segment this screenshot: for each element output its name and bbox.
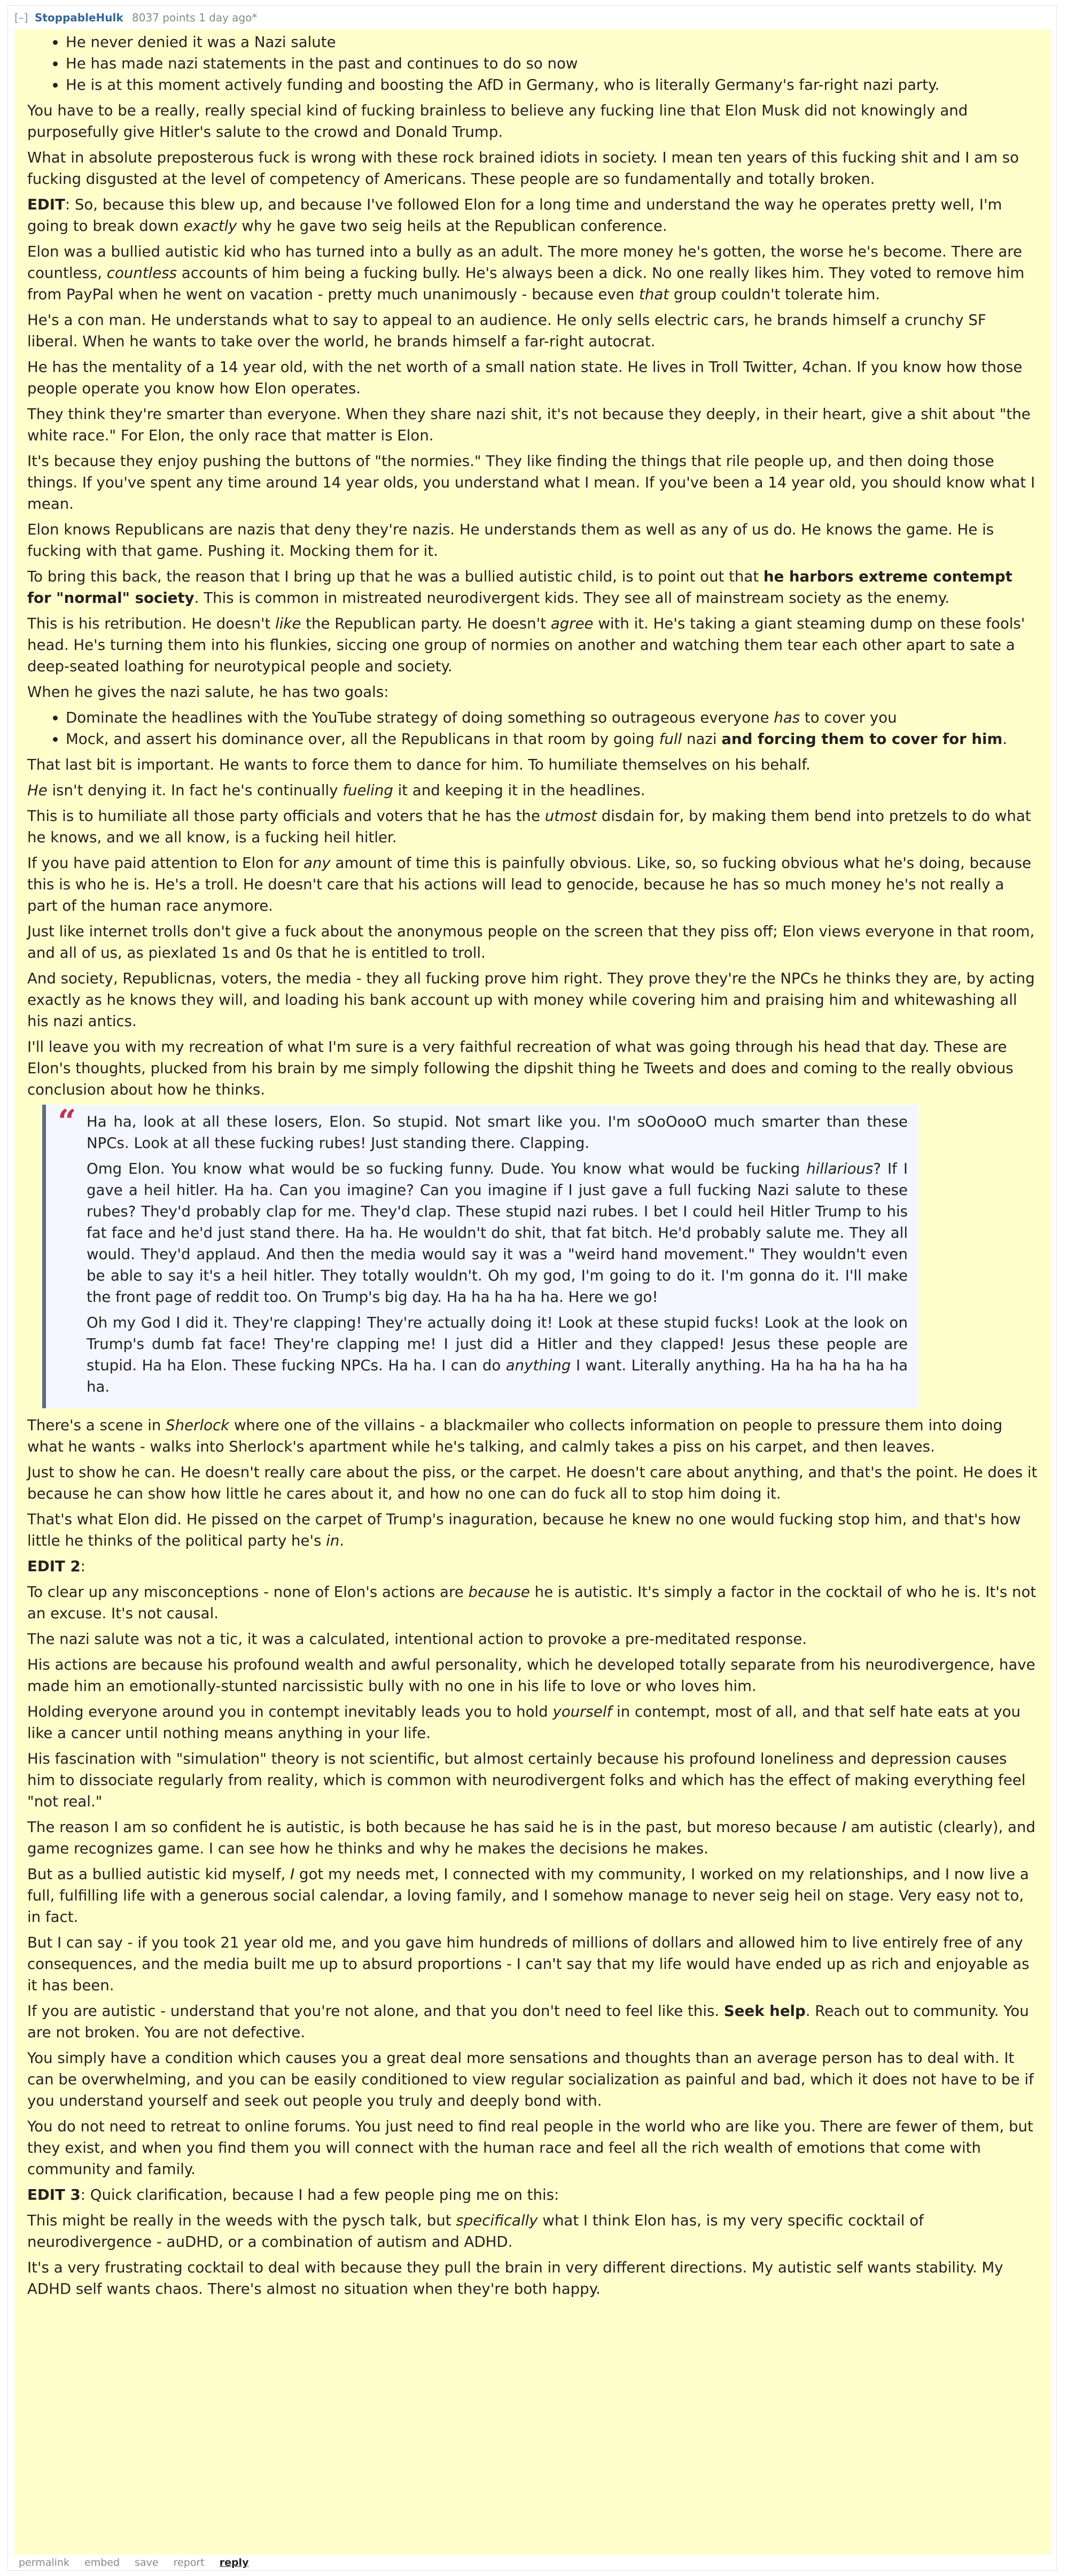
bold-text: and forcing them to cover for him: [721, 730, 1003, 748]
text: where one of the villains - a blackmailer who collects information on people to pressure them into doing what he wants - walks into Sherlock's apartment while he's talking, and calmly takes a piss on his carpet, and then leaves.: [27, 1416, 1003, 1455]
paragraph: His fascination with "simulation" theory is not scientific, but almost certainly because his profound loneliness and depression causes him to dissociate regularly from reality, which is common with neurodivergent folks and which has the effect of making everything feel "not real.": [27, 1750, 1026, 1810]
paragraph: [27, 1817, 1038, 1859]
paragraph: Just like internet trolls don't give a fuck about the anonymous people on the screen that they piss off; Elon views everyone in that room, and all of us, as piexlated 1s and 0s that he is entitled to troll.: [27, 922, 1035, 961]
emphasis: full: [659, 730, 682, 748]
paragraph: And society, Republicnas, voters, the media - they all fucking prove him right. They prove they're the NPCs he thinks they are, by acting exactly as he knows they will, and loading his bank account up with money while covering him and praising him and whitewashing all his nazi antics.: [27, 969, 1035, 1030]
text: why he gave two seig heils at the Republican conference.: [237, 217, 667, 235]
comment: [7, 5, 1057, 2571]
quote-paragraph: [87, 1158, 908, 1308]
paragraph: [27, 852, 1038, 917]
paragraph: I'll leave you with my recreation of what I'm sure is a very faithful recreation of what was going through his head that day. These are Elon's thoughts, plucked from his brain by me simply following the dipshit thing he Tweets and does and coming to the really obvious conclusion about how he thinks.: [27, 1038, 1014, 1098]
paragraph: What in absolute preposterous fuck is wrong with these rock brained idiots in society. I mean ten years of this fucking shit and I am so fucking disgusted at the level of competency of Americans. These people are so fundamentally and totally broken.: [27, 149, 1019, 188]
reason-list: [27, 32, 1038, 96]
text: Elon was a bullied autistic kid who has turned into a bully as an adult. The more money he's gotten, the worse he's become. There are countless,: [27, 243, 1022, 282]
text: This is his retribution. He doesn't: [27, 615, 276, 632]
text: : So, because this blew up, and because I've followed Elon for a long time and understand the way he operates pretty well, I'm going to break down: [27, 196, 1002, 235]
text: That's what Elon did. He pissed on the carpet of Trump's inaguration, because he knew no one would fucking stop him, and that's how little he thinks of the political party he's: [27, 1510, 1021, 1549]
edit-label: EDIT: [27, 196, 65, 213]
text: he is autistic. It's simply a factor in the cocktail of who he is. It's not an excuse. It's not causal.: [27, 1583, 1037, 1622]
edit-label: EDIT 2: [27, 1557, 81, 1575]
author-link[interactable]: StoppableHulk: [34, 11, 123, 24]
text: I want. Literally anything. Ha ha ha ha ha ha ha.: [87, 1356, 908, 1395]
emphasis: like: [275, 615, 301, 632]
text: .: [339, 1532, 345, 1549]
embed-button[interactable]: embed: [84, 2557, 120, 2569]
paragraph: They think they're smarter than everyone. When they share nazi shit, it's not because they deeply, in their heart, give a shit about "the white race." For Elon, the only race that matter is Elon.: [27, 405, 1031, 444]
list-item: [66, 707, 1038, 728]
text: . This is common in mistreated neurodivergent kids. They see all of mainstream society as the enemy.: [194, 589, 950, 607]
paragraph: He's a con man. He understands what to say to appeal to an audience. He only sells electric cars, he brands himself a crunchy SF liberal. When he wants to take over the world, he brands himself a far-right autocrat.: [27, 311, 986, 350]
paragraph: His actions are because his profound wealth and awful personality, which he developed totally separate from his neurodivergence, have made him an emotionally-stunted narcissistic bully with no one in his life to love or who loves him.: [27, 1656, 1035, 1695]
quote-mark-icon: “: [58, 1103, 76, 1140]
emphasis: specifically: [456, 2212, 538, 2229]
edit-label: EDIT 3: [27, 2186, 81, 2203]
text: Omg Elon. You know what would be so fucking funny. Dude. You know what would be fucking: [87, 1160, 807, 1177]
text: ? If I gave a heil hitler. Ha ha. Can you imagine? Can you imagine if I just gave a full fucking Nazi salute to these rubes? They'd probably clap for me. They'd clap. These stupid nazi rubes. I bet I could heil Hitler Trump to his fat face and he'd just stand there. Ha ha. He wouldn't do shit, that fat bitch. He'd probably salute me. They all would. They'd applaud. And then the media would say it was a "weird hand movement." They wouldn't even be able to say it's a heil hitler. They totally wouldn't. Oh my god, I'm going to do it. I'm gonna do it. I'll make the front page of reddit too. On Trump's big day. Ha ha ha ha ha. Here we go!: [87, 1160, 908, 1306]
text: :: [80, 1557, 85, 1575]
paragraph: Elon knows Republicans are nazis that deny they're nazis. He understands them as well as any of us do. He knows the game. He is fucking with that game. Pushing it. Mocking them for it.: [27, 521, 994, 560]
paragraph: But I can say - if you took 21 year old me, and you gave him hundreds of millions of dollars and allowed him to live entirely free of any consequences, and the media built me up to absurd proportions - I can't say that my life would have ended up as rich and enjoyable as it has been.: [27, 1934, 1030, 1994]
emphasis: I: [290, 1865, 295, 1883]
emphasis: I: [842, 1818, 846, 1836]
paragraph: [27, 1556, 1038, 1577]
text: what I think Elon has, is my very specific cocktail of neurodivergence - auDHD, or a combination of autism and ADHD.: [27, 2212, 924, 2251]
emphasis: countless: [106, 264, 177, 282]
text: There's a scene in: [27, 1416, 166, 1434]
paragraph: The nazi salute was not a tic, it was a calculated, intentional action to provoke a pre-meditated response.: [27, 1630, 807, 1648]
emphasis: He: [27, 781, 48, 799]
emphasis: that: [639, 285, 669, 303]
paragraph: [27, 780, 1038, 801]
list-item: • He is at this moment actively funding and boosting the AfD in Germany, who is literally Germany's far-right nazi party.: [66, 74, 1038, 96]
text: To bring this back, the reason that I bring up that he was a bullied autistic child, is to point out that: [27, 568, 764, 585]
paragraph: [27, 241, 1038, 305]
text: the Republican party. He doesn't: [301, 615, 551, 632]
text: : Quick clarification, because I had a few people ping me on this:: [80, 2186, 559, 2203]
list-item: • He has made nazi statements in the past and continues to do so now: [66, 53, 1038, 74]
emphasis: yourself: [552, 1703, 612, 1720]
emphasis: has: [774, 709, 800, 726]
paragraph: It's because they enjoy pushing the buttons of "the normies." They like finding the things that rile people up, and then doing those things. If you've spent any time around 14 year olds, you understand what I mean. If you've been a 14 year old, you should know what I mean.: [27, 452, 1035, 513]
paragraph: He has the mentality of a 14 year old, with the net worth of a small nation state. He lives in Troll Twitter, 4chan. If you know how those people operate you know how Elon operates.: [27, 358, 1023, 397]
emphasis: any: [303, 854, 331, 872]
quote-paragraph: Ha ha, look at all these losers, Elon. So stupid. Not smart like you. I'm sOoOooO much smarter than these NPCs. Look at all these fucking rubes! Just standing there. Clapping.: [87, 1113, 908, 1152]
text: isn't denying it. In fact he's continually: [47, 781, 343, 799]
comment-actions: [19, 2555, 260, 2570]
emphasis: in: [326, 1532, 340, 1549]
paragraph: It's a very frustrating cocktail to deal with because they pull the brain in very different directions. My autistic self wants stability. My ADHD self wants chaos. There's almost no situation when they're both happy.: [27, 2259, 1003, 2298]
comment-body: [14, 29, 1051, 2555]
paragraph: [27, 194, 1038, 237]
emphasis: anything: [505, 1356, 571, 1374]
paragraph: [27, 2210, 1038, 2253]
text: accounts of him being a fucking bully. He's always been a dick. No one really likes him. They voted to remove him from PayPal when he went on vacation - pretty much unanimously - because even: [27, 264, 1025, 303]
text: Holding everyone around you in contempt inevitably leads you to hold: [27, 1703, 553, 1720]
text: Oh my God I did it. They're clapping! They're actually doing it! Look at these stupid fucks! Look at the look on Trump's dumb fat face! They're clapping me! I just did a Hitler and they clapped! Jesus these people are stupid. Ha ha Elon. These fucking NPCs. Ha ha. I can do: [87, 1314, 908, 1374]
paragraph: You simply have a condition which causes you a great deal more sensations and thoughts than an average person has to deal with. It can be overwhelming, and you can be easily conditioned to view regular socialization as painful and bad, which it does not have to be if you understand yourself and seek out people you truly and deeply bond with.: [27, 2049, 1034, 2109]
list-item: • He never denied it was a Nazi salute: [66, 32, 1038, 53]
text: got my needs met, I connected with my community, I worked on my relationships, and I now live a full, fulfilling life with a generous social calendar, a loving family, and I somehow manage to never seig heil on stage. Very easy not to, in fact.: [27, 1865, 1029, 1926]
text: disdain for, by making them bend into pretzels to do what he knows, and we all know, is a fucking heil hitler.: [27, 807, 1031, 846]
emphasis: hillarious: [806, 1160, 874, 1177]
text: If you are autistic - understand that you're not alone, and that you don't need to feel like this.: [27, 2002, 724, 2020]
quote-paragraph: [87, 1312, 908, 1398]
collapse-toggle[interactable]: [–]: [14, 11, 28, 24]
paragraph: You have to be a really, really special kind of fucking brainless to believe any fucking line that Elon Musk did not knowingly and purposefully give Hitler's salute to the crowd and Donald Trump.: [27, 102, 968, 141]
emphasis: utmost: [544, 807, 597, 825]
paragraph: [27, 613, 1038, 677]
text: am autistic (clearly), and game recognizes game. I can see how he thinks and why he makes the decisions he makes.: [27, 1818, 1035, 1857]
reply-button[interactable]: reply: [219, 2557, 249, 2569]
paragraph: [27, 566, 1038, 609]
text: to cover you: [800, 709, 897, 726]
text: This might be really in the weeds with the pysch talk, but: [27, 2212, 456, 2229]
text: Dominate the headlines with the YouTube strategy of doing something so outrageous everyone: [66, 709, 774, 726]
text: But as a bullied autistic kid myself,: [27, 1865, 291, 1883]
emphasis: exactly: [183, 217, 237, 235]
paragraph: [27, 1415, 1038, 1457]
text: it and keeping it in the headlines.: [393, 781, 645, 799]
blockquote: [42, 1105, 918, 1408]
text: If you have paid attention to Elon for: [27, 854, 304, 872]
save-button[interactable]: save: [135, 2557, 159, 2569]
text: group couldn't tolerate him.: [669, 285, 881, 303]
text: in contempt, most of all, and that self hate eats at you like a cancer until nothing means anything in your life.: [27, 1703, 1021, 1742]
paragraph: [27, 805, 1038, 848]
paragraph: [27, 2184, 1038, 2206]
emphasis: agree: [550, 615, 594, 632]
score-and-time: 8037 points 1 day ago*: [132, 11, 258, 24]
permalink-button[interactable]: permalink: [19, 2557, 69, 2569]
paragraph: Just to show he can. He doesn't really care about the piss, or the carpet. He doesn't care about anything, and that's the point. He does it because he can show how little he cares about it, and how no one can do fuck all to stop him doing it.: [27, 1463, 1038, 1502]
bold-text: Seek help: [723, 2002, 806, 2020]
emphasis: fueling: [342, 781, 393, 799]
emphasis: Sherlock: [166, 1416, 230, 1434]
report-button[interactable]: report: [173, 2557, 205, 2569]
text: The reason I am so confident he is autistic, is both because he has said he is in the past, but moreso because: [27, 1818, 842, 1836]
text: Mock, and assert his dominance over, all the Republicans in that room by going: [66, 730, 659, 748]
comment-tagline: [14, 8, 257, 27]
paragraph: You do not need to retreat to online forums. You just need to find real people in the world who are like you. There are fewer of them, but they exist, and when you find them you will connect with the human race and feel all the rich wealth of emotions that come with community and family.: [27, 2117, 1033, 2178]
paragraph: [27, 1701, 1038, 1744]
text: amount of time this is painfully obvious. Like, so, so fucking obvious what he's doing, because this is who he is. He's a troll. He doesn't care that his actions will lead to genocide, because he has so much money he's not really a part of the human race anymore.: [27, 854, 1031, 914]
text: This is to humiliate all those party officials and voters that he has the: [27, 807, 545, 825]
paragraph: [27, 1864, 1038, 1928]
emphasis: because: [468, 1583, 530, 1601]
text: To clear up any misconceptions - none of Elon's actions are: [27, 1583, 469, 1601]
paragraph: [27, 1509, 1038, 1551]
text: with it. He's taking a giant steaming dump on these fools' head. He's turning them into his flunkies, siccing one group of normies on another and watching them tear each other apart to sate a deep-seated loathing for neurotypical people and society.: [27, 615, 1025, 675]
text: nazi: [682, 730, 722, 748]
paragraph: When he gives the nazi salute, he has two goals:: [27, 683, 389, 701]
paragraph: That last bit is important. He wants to force them to dance for him. To humiliate themselves on his behalf.: [27, 756, 811, 773]
text: .: [1002, 730, 1008, 748]
text: . Reach out to community. You are not broken. You are not defective.: [27, 2002, 1029, 2041]
paragraph: [27, 2000, 1038, 2043]
paragraph: [27, 1581, 1038, 1624]
goals-list: [27, 707, 1038, 750]
bold-text: he harbors extreme contempt for "normal" society: [27, 568, 1012, 607]
list-item: [66, 728, 1038, 750]
